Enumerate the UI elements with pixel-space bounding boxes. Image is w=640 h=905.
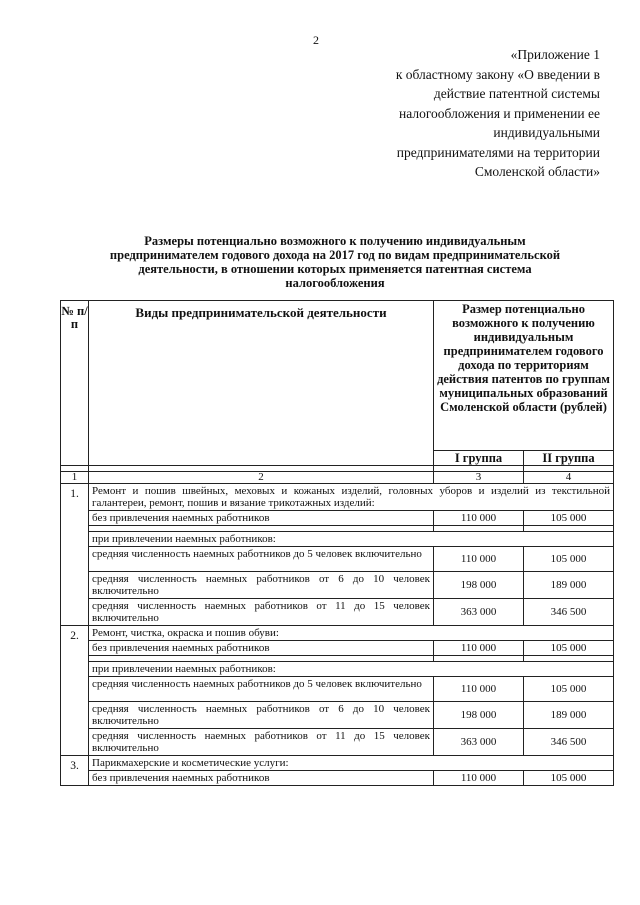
section-title: Ремонт и пошив швейных, меховых и кожаных изделий, головных уборов и изделий из текстильной галантереи, ремонт, пошив и вязание трикотажных изделий: bbox=[89, 484, 614, 511]
section-title-row bbox=[61, 756, 614, 771]
header-kind: Виды предпринимательской деятельности bbox=[89, 301, 434, 466]
row-label: средняя численность наемных работников до 5 человек включительно bbox=[89, 547, 434, 572]
row-label: средняя численность наемных работников до 5 человек включительно bbox=[89, 677, 434, 702]
appendix-line: налогообложения и применении ее bbox=[399, 105, 600, 121]
value-group-1: 110 000 bbox=[434, 771, 524, 786]
table-row bbox=[61, 771, 614, 786]
section-title: Ремонт, чистка, окраска и пошив обуви: bbox=[89, 626, 614, 641]
value-group-2: 105 000 bbox=[524, 511, 614, 526]
value-group-1: 363 000 bbox=[434, 729, 524, 756]
appendix-line: предпринимателями на территории bbox=[396, 144, 600, 160]
income-table bbox=[60, 300, 614, 786]
header-group-1: I группа bbox=[434, 451, 524, 466]
table-row bbox=[61, 599, 614, 626]
table-row bbox=[61, 662, 614, 677]
title-line: предпринимателем годового дохода на 2017 год по видам предпринимательской bbox=[109, 248, 561, 262]
value-group-1: 110 000 bbox=[434, 511, 524, 526]
section-number: 3. bbox=[61, 756, 89, 786]
appendix-line: к областному закону «О введении в bbox=[395, 66, 600, 82]
table-row bbox=[61, 641, 614, 656]
table-row bbox=[61, 511, 614, 526]
value-group-1: 110 000 bbox=[434, 677, 524, 702]
value-group-2: 346 500 bbox=[524, 729, 614, 756]
value-group-2: 189 000 bbox=[524, 572, 614, 599]
column-number: 3 bbox=[434, 472, 524, 484]
value-group-1: 363 000 bbox=[434, 599, 524, 626]
table-row bbox=[61, 572, 614, 599]
row-label: при привлечении наемных работников: bbox=[89, 532, 614, 547]
appendix-line: действие патентной системы bbox=[433, 86, 600, 101]
row-label: без привлечения наемных работников bbox=[89, 771, 434, 786]
title-line: Размеры потенциально возможного к получению индивидуальным bbox=[144, 234, 526, 248]
table-header-row bbox=[61, 301, 614, 451]
column-numbers-row bbox=[61, 472, 614, 484]
value-group-1: 198 000 bbox=[434, 572, 524, 599]
column-number: 2 bbox=[89, 472, 434, 484]
row-label: средняя численность наемных работников от 11 до 15 человек включительно bbox=[89, 729, 434, 756]
appendix-reference bbox=[360, 45, 600, 182]
section-number: 2. bbox=[61, 626, 89, 756]
value-group-2: 105 000 bbox=[524, 771, 614, 786]
value-group-2: 105 000 bbox=[524, 677, 614, 702]
appendix-line: «Приложение 1 bbox=[510, 47, 600, 62]
section-title: Парикмахерские и косметические услуги: bbox=[89, 756, 614, 771]
value-group-2: 105 000 bbox=[524, 547, 614, 572]
table-row bbox=[61, 729, 614, 756]
row-label: без привлечения наемных работников bbox=[89, 641, 434, 656]
appendix-line: индивидуальными bbox=[493, 125, 600, 140]
table-row bbox=[61, 702, 614, 729]
section-title-row bbox=[61, 626, 614, 641]
value-group-1: 110 000 bbox=[434, 641, 524, 656]
value-group-2: 105 000 bbox=[524, 641, 614, 656]
table-row bbox=[61, 677, 614, 702]
value-group-1: 198 000 bbox=[434, 702, 524, 729]
page-number: 2 bbox=[313, 33, 319, 47]
column-number: 4 bbox=[524, 472, 614, 484]
value-group-2: 346 500 bbox=[524, 599, 614, 626]
section-title-row bbox=[61, 484, 614, 511]
table-row bbox=[61, 547, 614, 572]
title-line: налогообложения bbox=[285, 276, 385, 290]
header-num: № п/п bbox=[61, 301, 89, 466]
column-number: 1 bbox=[61, 472, 89, 484]
row-label: средняя численность наемных работников от 6 до 10 человек включительно bbox=[89, 572, 434, 599]
row-label: средняя численность наемных работников от 11 до 15 человек включительно bbox=[89, 599, 434, 626]
appendix-line: Смоленской области» bbox=[474, 164, 600, 179]
value-group-1: 110 000 bbox=[434, 547, 524, 572]
section-number: 1. bbox=[61, 484, 89, 626]
row-label: при привлечении наемных работников: bbox=[89, 662, 614, 677]
header-size: Размер потенциально возможного к получению индивидуальным предпринимателем годового дохода по территориям действия патентов по группам муниципальных образований Смоленской области (рублей) bbox=[434, 301, 614, 451]
title-line: деятельности, в отношении которых применяется патентная система bbox=[138, 262, 532, 276]
header-group-2: II группа bbox=[524, 451, 614, 466]
table-row bbox=[61, 532, 614, 547]
document-title bbox=[55, 234, 615, 290]
row-label: без привлечения наемных работников bbox=[89, 511, 434, 526]
row-label: средняя численность наемных работников от 6 до 10 человек включительно bbox=[89, 702, 434, 729]
value-group-2: 189 000 bbox=[524, 702, 614, 729]
